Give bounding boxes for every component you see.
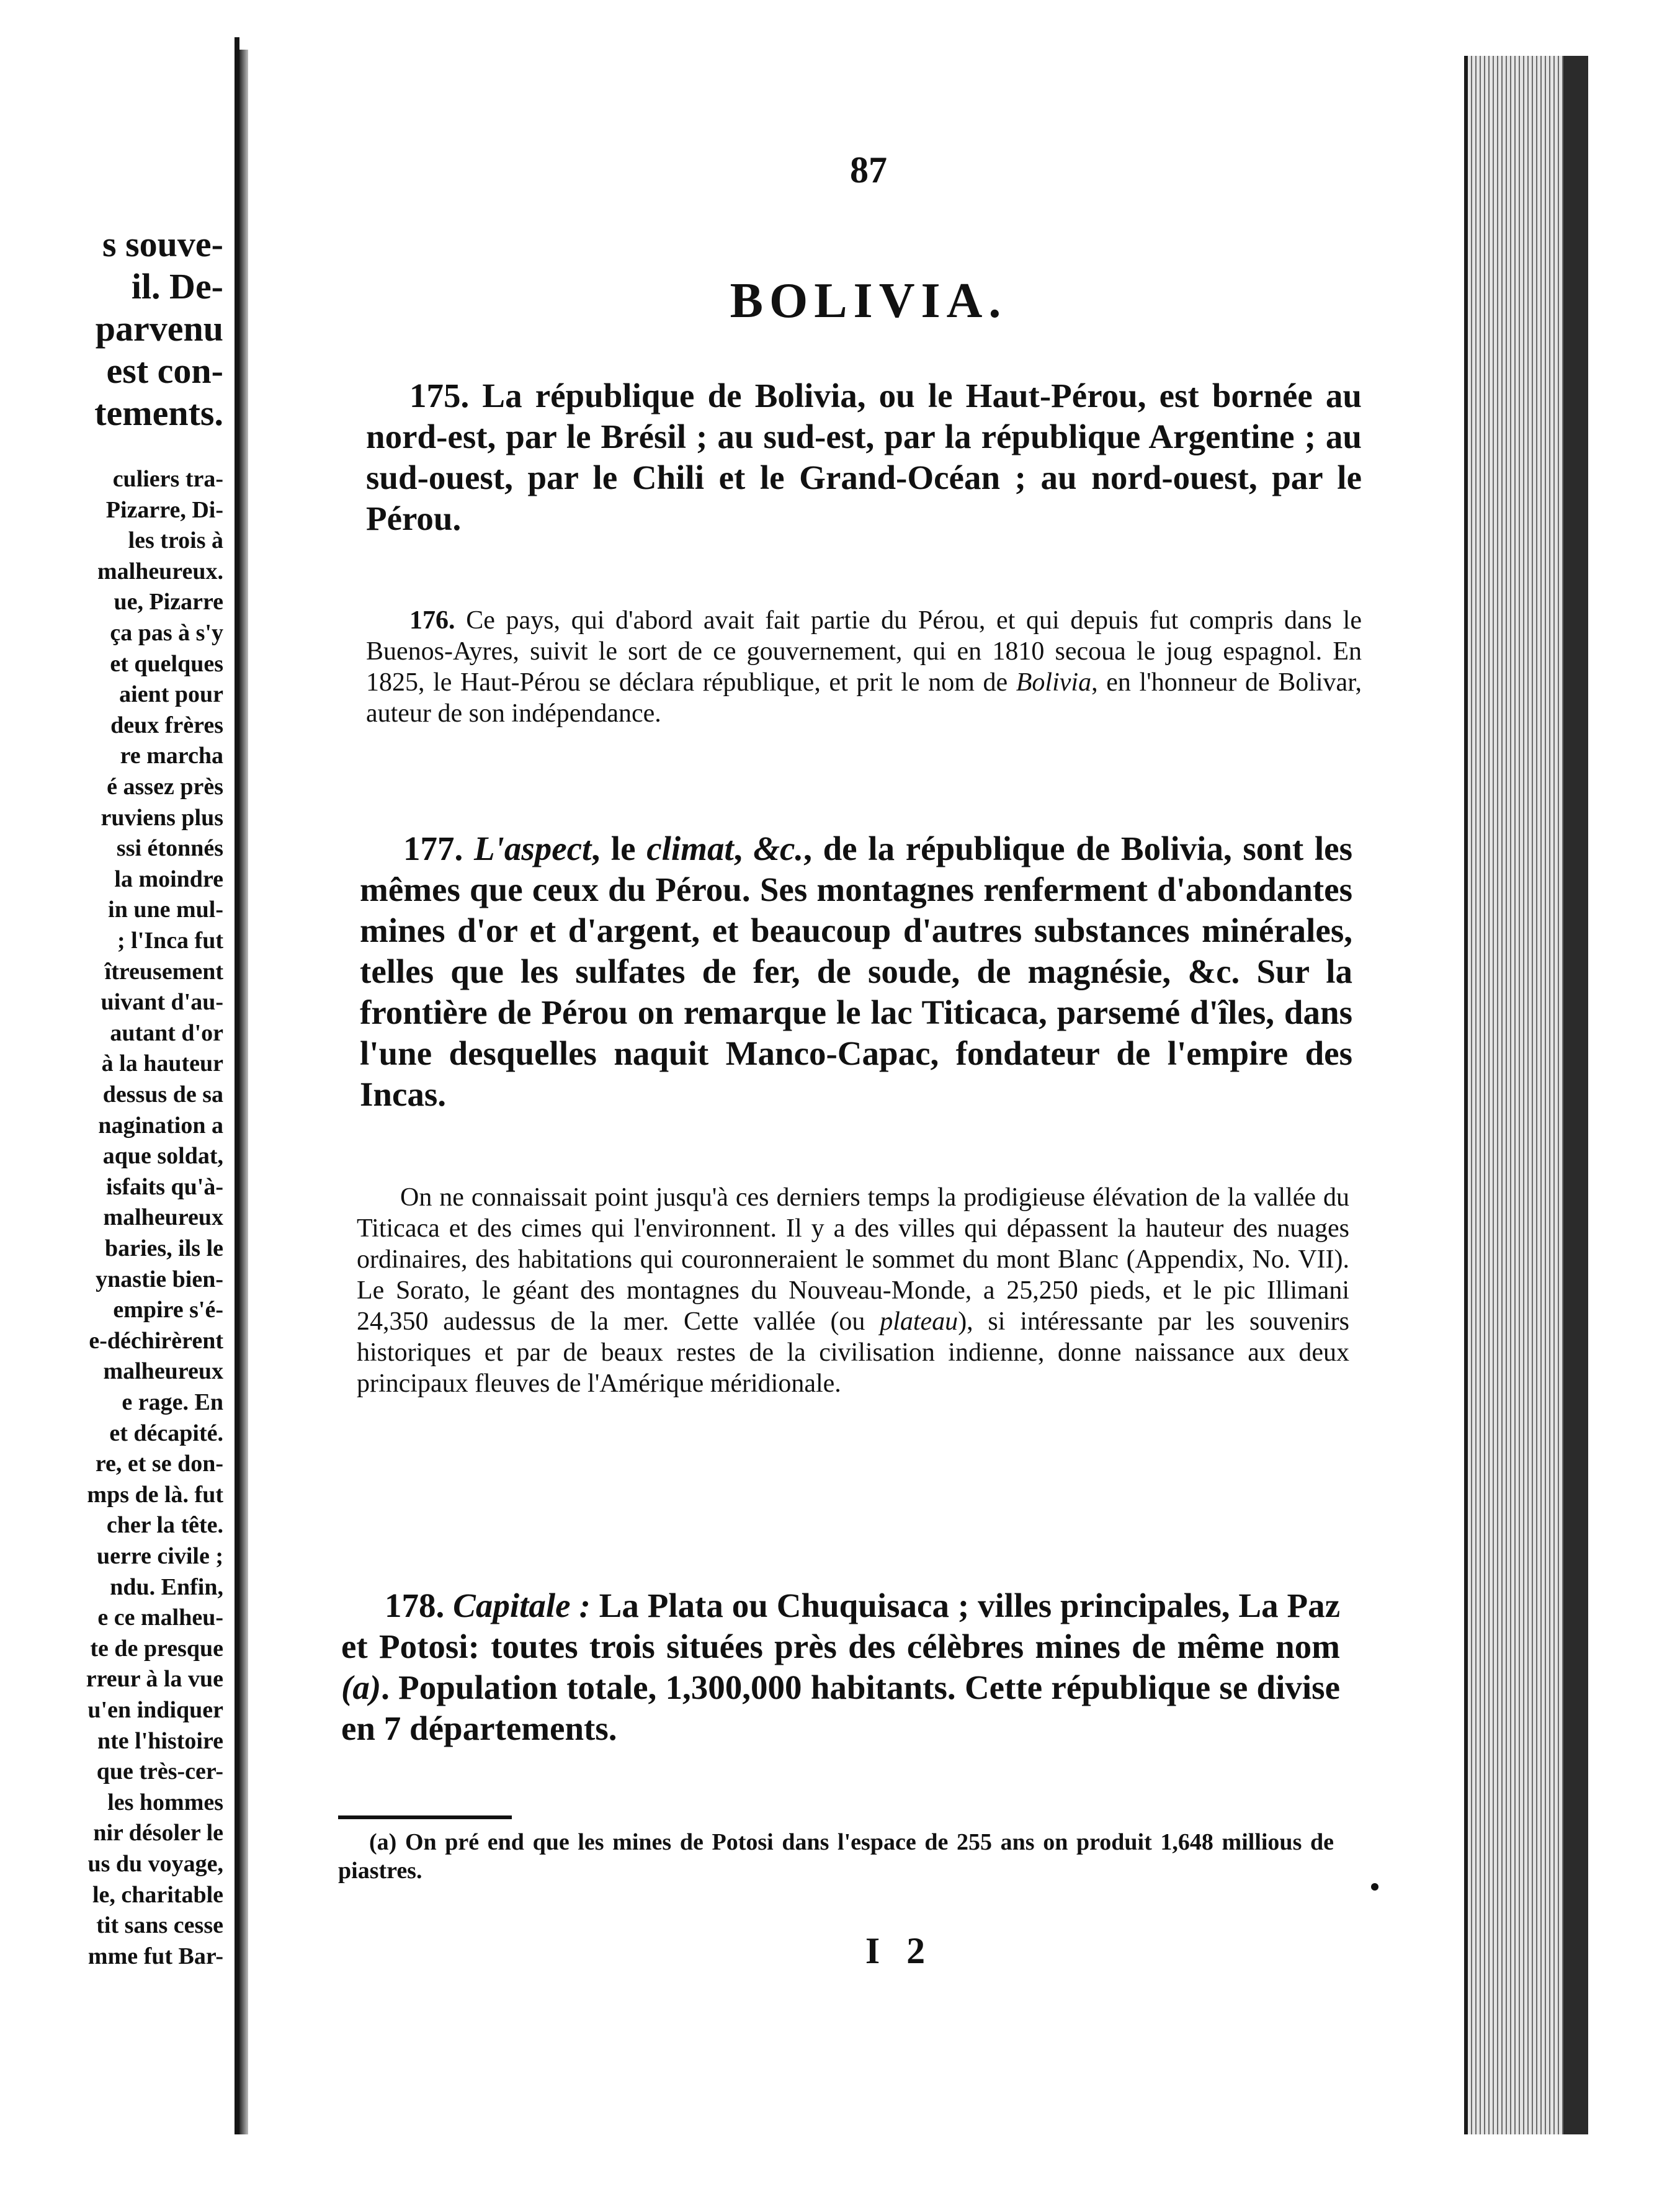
left-page-line: il. De- <box>131 266 223 307</box>
left-page-line: parvenu <box>95 308 223 349</box>
left-page-line: ndu. Enfin, <box>110 1574 223 1600</box>
left-page-line: malheureux <box>103 1358 223 1384</box>
left-page-line: les trois à <box>128 527 223 553</box>
left-page-line: malheureux. <box>97 558 223 584</box>
left-page-line: ue, Pizarre <box>114 589 223 615</box>
paragraph-note <box>357 1182 1349 1399</box>
left-page-line: uivant d'au- <box>101 989 223 1015</box>
separator-text: , <box>733 830 754 867</box>
left-page-line: culiers tra- <box>112 466 223 492</box>
ink-speck <box>1371 1883 1378 1891</box>
footnote-reference: (a) <box>341 1668 382 1706</box>
left-page-line: est con- <box>106 351 223 391</box>
paragraph-text: La république de Bolivia, ou le Haut-Pérou, est bornée au nord-est, par le Brésil ; au sud-est, par la république Argentine ; au sud-ouest, par le Chili et le Grand-Océan ; au nord-ouest, par le Pérou. <box>366 377 1362 537</box>
emphasis-text: &c. <box>753 830 804 867</box>
left-page-line: uerre civile ; <box>97 1543 223 1569</box>
left-page-line: e-déchirèrent <box>89 1328 223 1354</box>
left-facing-page <box>0 37 239 2134</box>
paragraph-text: , de la république de Bolivia, sont les mêmes que ceux du Pérou. Ses montagnes renferment d'abondantes mines d'or et d'argent, et beaucoup d'autres substances minérales, telles que les sulfates de fer, de soude, de magnésie, &c. Sur la frontière de Pérou on remarque le lac Titicaca, parsemé d'îles, dans l'une desquelles naquit Manco-Capac, fondateur de l'empire des Incas. <box>360 830 1352 1113</box>
left-page-line: rreur à la vue <box>86 1666 223 1692</box>
left-page-line: empire s'é- <box>113 1297 223 1323</box>
left-page-line: Pizarre, Di- <box>105 497 223 523</box>
paragraph-177 <box>360 828 1352 1115</box>
emphasis-text: plateau <box>880 1307 958 1336</box>
left-page-line: et décapité. <box>109 1420 223 1446</box>
left-page-line: autant d'or <box>110 1020 223 1046</box>
left-page-line: us du voyage, <box>87 1851 223 1877</box>
signature-mark: I 2 <box>865 1930 934 1971</box>
book-cover-edge <box>1563 56 1588 2134</box>
book-gutter <box>239 50 248 2134</box>
paragraph-number: 178. <box>385 1587 445 1624</box>
paragraph-text: , en l'honneur de Bolivar, auteur de son indépendance. <box>366 668 1362 728</box>
left-page-line: dessus de sa <box>102 1081 223 1108</box>
left-page-line: ça pas à s'y <box>110 620 223 646</box>
left-page-line: e rage. En <box>122 1389 223 1415</box>
left-page-line: cher la tête. <box>106 1512 223 1538</box>
emphasis-text: L'aspect <box>473 830 592 867</box>
footnote-rule <box>338 1815 512 1819</box>
page-number: 87 <box>850 150 887 190</box>
paragraph-text: Ce pays, qui d'abord avait fait partie du Pérou, et qui depuis fut compris dans le Buenos-Ayres, suivit le sort de ce gouvernement, qui en 1810 secoua le joug espagnol. En 1825, le Haut-Pérou se déclara république, et prit le nom de <box>366 606 1362 697</box>
emphasis-text: climat <box>646 830 734 867</box>
left-page-line: s souve- <box>102 224 223 264</box>
paragraph-178 <box>341 1585 1340 1749</box>
left-page-line: nagination a <box>98 1112 223 1139</box>
left-page-line: tit sans cesse <box>96 1912 223 1938</box>
paragraph-number: 177. <box>403 830 463 867</box>
footnote: (a) On pré end que les mines de Potosi dans l'espace de 255 ans on produit 1,648 millious de piastres. <box>338 1829 1334 1884</box>
emphasis-text: Capitale : <box>453 1587 591 1624</box>
left-page-line: é assez près <box>107 774 223 800</box>
left-page-line: in une mul- <box>108 897 223 923</box>
paragraph-number: 175. <box>409 377 470 414</box>
left-page-line: isfaits qu'à- <box>106 1174 223 1200</box>
paragraph-175 <box>366 375 1362 539</box>
left-page-line: mps de là. fut <box>87 1482 223 1508</box>
left-page-line: à la hauteur <box>101 1050 223 1077</box>
paragraph-text: La Plata ou Chuquisaca ; villes principales, La Paz et Potosi: toutes trois situées près des célèbres mines de même nom <box>341 1587 1341 1665</box>
left-page-line: baries, ils le <box>104 1235 223 1261</box>
separator-text: , le <box>591 830 647 867</box>
left-page-line: tements. <box>94 393 223 433</box>
left-page-line: le, charitable <box>92 1882 223 1908</box>
left-page-line: nte l'histoire <box>97 1728 223 1754</box>
paragraph-176 <box>366 605 1362 729</box>
left-page-line: îtreusement <box>104 959 223 985</box>
left-page-line: re marcha <box>120 743 223 769</box>
left-page-line: u'en indiquer <box>87 1697 223 1723</box>
left-page-line: mme fut Bar- <box>87 1943 223 1969</box>
left-page-line: aient pour <box>119 681 223 707</box>
emphasis-text: Bolivia <box>1016 668 1092 697</box>
left-page-line: ynastie bien- <box>96 1266 223 1292</box>
left-page-line: deux frères <box>110 712 223 738</box>
paragraph-number: 176. <box>409 606 455 635</box>
paragraph-text: On ne connaissait point jusqu'à ces derniers temps la prodigieuse élévation de la vallée du Titicaca et des cimes qui l'environnent. Il y a des villes qui dépassent la hauteur des nuages ordinaires, des habitations qui couronneraient le sommet du mont Blanc (Appendix, No. VII). Le Sorato, le géant des montagnes du Nouveau-Monde, a 25,250 pieds, et le pic Illimani 24,350 audessus de la mer. Cette vallée (ou <box>357 1183 1349 1336</box>
left-page-line: la moindre <box>114 866 223 892</box>
left-page-line: que très-cer- <box>96 1758 223 1784</box>
left-page-line: les hommes <box>107 1789 223 1815</box>
left-page-line: te de presque <box>90 1636 223 1662</box>
left-page-line: nir désoler le <box>93 1820 223 1846</box>
left-page-line: aque soldat, <box>102 1143 223 1169</box>
left-page-line: et quelques <box>110 651 223 677</box>
left-page-line: re, et se don- <box>95 1451 223 1477</box>
left-page-line: ssi étonnés <box>116 835 223 861</box>
page-title: BOLIVIA. <box>730 274 1008 328</box>
left-page-line: ; l'Inca fut <box>117 928 223 954</box>
left-page-line: ruviens plus <box>101 805 223 831</box>
left-page-line: malheureux <box>103 1204 223 1230</box>
paragraph-text: . Population totale, 1,300,000 habitants. Cette république se divise en 7 départements. <box>341 1668 1340 1747</box>
left-page-line: e ce malheu- <box>97 1605 223 1631</box>
paragraph-text: ), si intéressante par les souvenirs historiques et par de beaux restes de la civilisation indienne, donne naissance aux deux principaux fleuves de l'Amérique méridionale. <box>357 1307 1349 1398</box>
page-edges <box>1464 56 1567 2134</box>
